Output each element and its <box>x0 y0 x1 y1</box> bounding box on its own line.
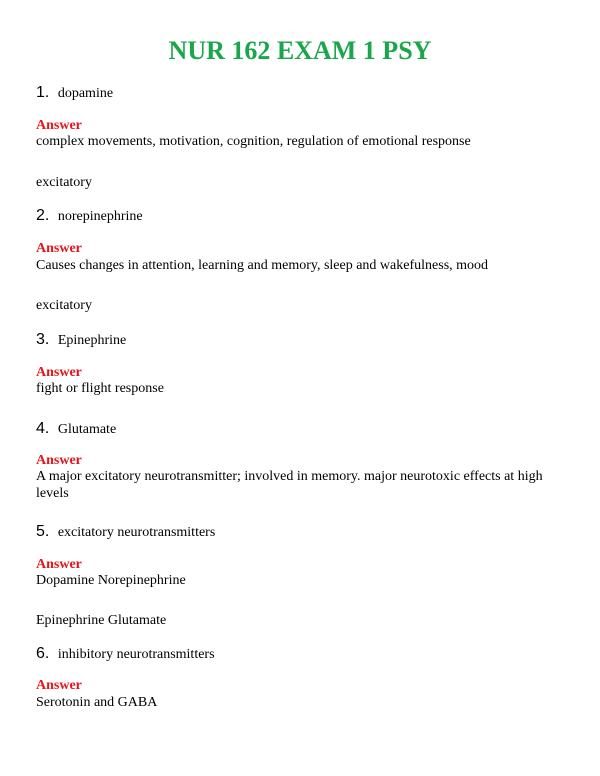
answer-label: Answer <box>36 453 82 468</box>
question-4 <box>36 420 116 439</box>
question-number: 1. <box>36 84 50 101</box>
question-number: 4. <box>36 420 50 437</box>
document-title: NUR 162 EXAM 1 PSY <box>168 36 432 65</box>
answer-text: Serotonin and GABA <box>36 695 158 710</box>
answer-label: Answer <box>36 365 82 380</box>
answer-extra-text: excitatory <box>36 175 92 190</box>
answer-extra-text: excitatory <box>36 298 92 313</box>
question-number: 2. <box>36 207 50 224</box>
question-number: 3. <box>36 331 50 348</box>
question-5 <box>36 523 215 542</box>
question-1 <box>36 84 113 103</box>
answer-label: Answer <box>36 241 82 256</box>
answer-label: Answer <box>36 118 82 133</box>
question-term: excitatory neurotransmitters <box>57 525 216 540</box>
answer-text: Causes changes in attention, learning and memory, sleep and wakefulness, mood <box>36 258 489 273</box>
question-3 <box>36 331 126 350</box>
question-term: inhibitory neurotransmitters <box>57 647 215 662</box>
answer-label: Answer <box>36 678 82 693</box>
answer-text: fight or flight response <box>36 381 164 396</box>
question-6 <box>36 645 215 664</box>
question-term: Glutamate <box>57 422 117 437</box>
answer-text: A major excitatory neurotransmitter; involved in memory. major neurotoxic effects at high levels <box>36 469 543 501</box>
answer-extra-text: Epinephrine Glutamate <box>36 613 167 628</box>
question-2 <box>36 207 143 226</box>
question-term: norepinephrine <box>57 209 143 224</box>
answer-label: Answer <box>36 557 82 572</box>
question-number: 5. <box>36 523 50 540</box>
question-term: dopamine <box>57 86 114 101</box>
question-number: 6. <box>36 645 50 662</box>
answer-text: Dopamine Norepinephrine <box>36 573 186 588</box>
answer-text: complex movements, motivation, cognition, regulation of emotional response <box>36 134 471 149</box>
question-term: Epinephrine <box>57 333 127 348</box>
